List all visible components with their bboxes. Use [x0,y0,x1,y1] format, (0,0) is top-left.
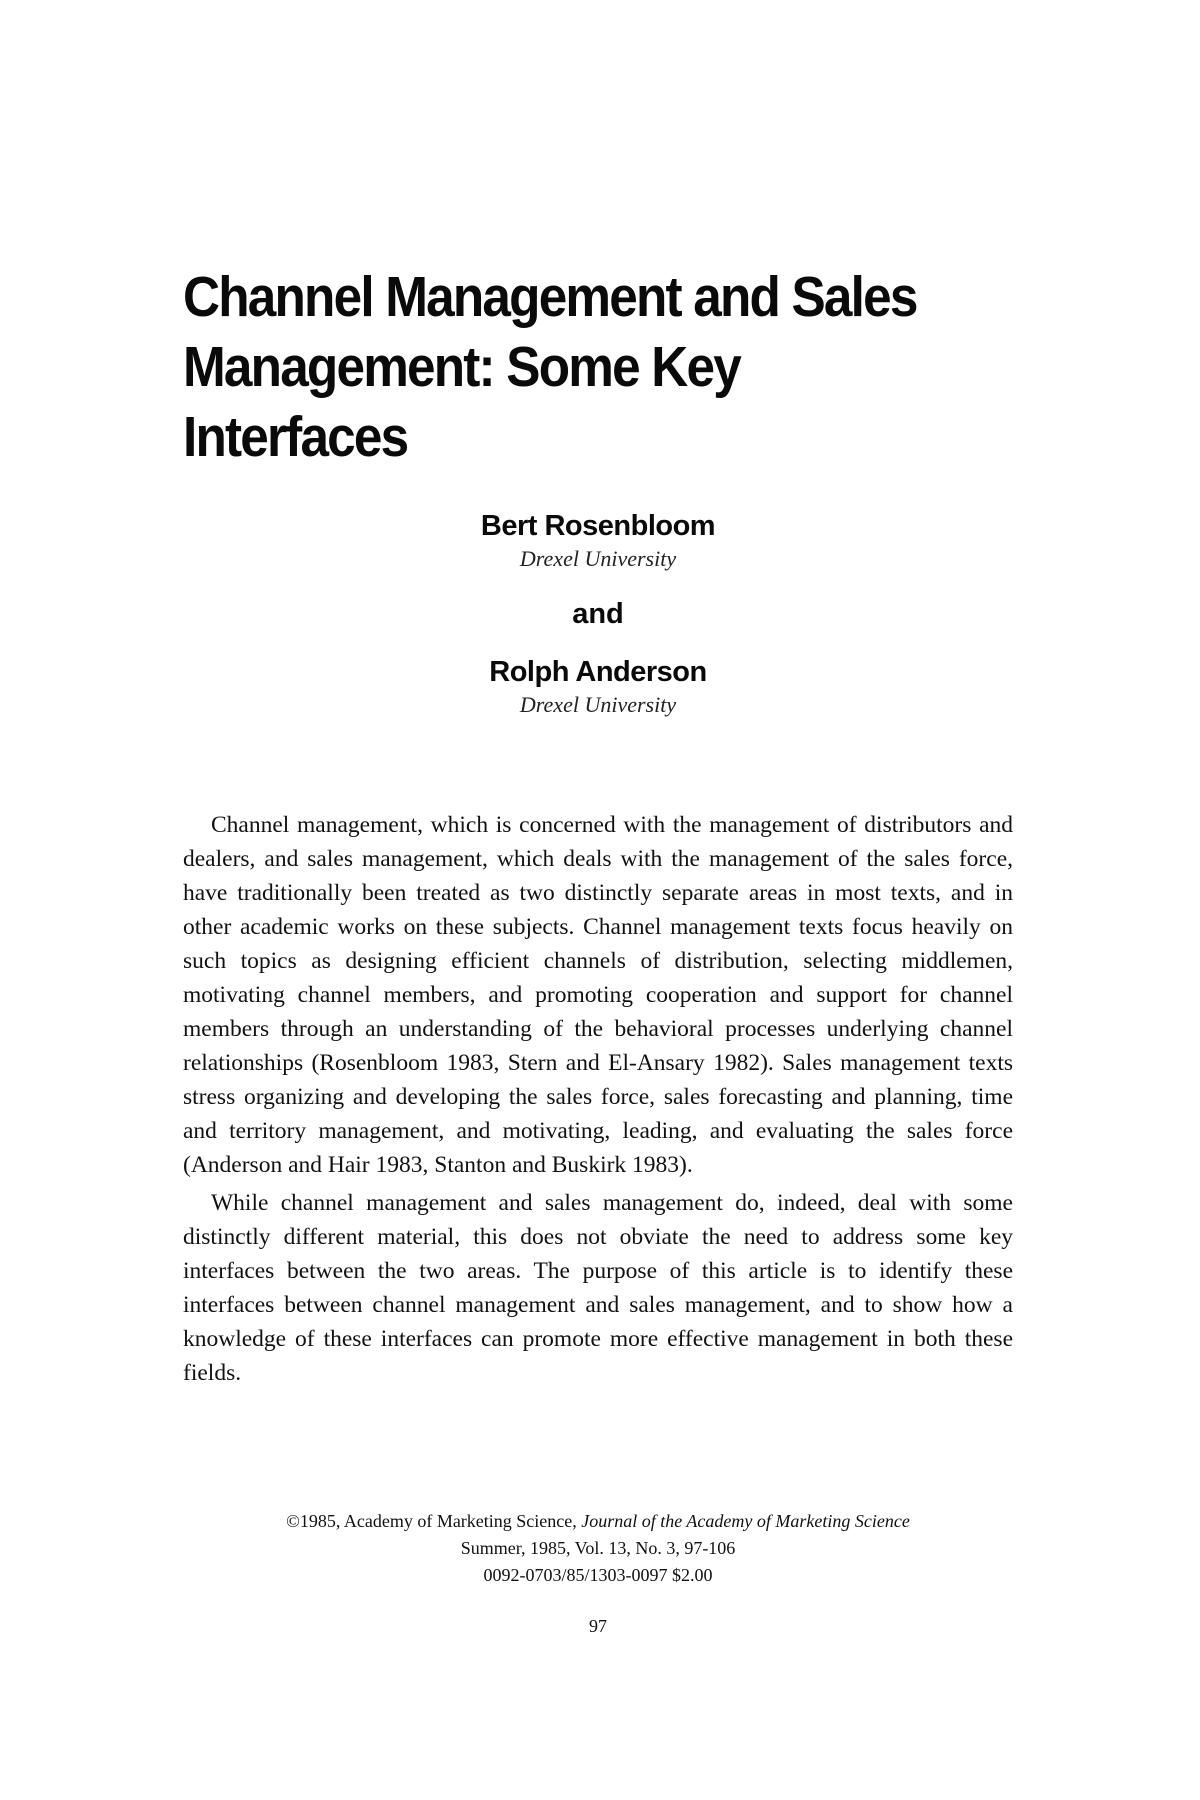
author-affiliation-2: Drexel University [519,692,677,717]
publication-footer [183,1508,1013,1589]
author-block [183,508,1013,742]
paragraph-1: Channel management, which is concerned with the management of distributors and dealers, and sales management, which deals with the management of the sales force, have traditionally been treated as two distinctly separate areas in most texts, and in other academic works on these subjects. Channel management texts focus heavily on such topics as designing efficient channels of distribution, selecting middlemen, motivating channel members, and promoting cooperation and support for channel members through an understanding of the behavioral processes underlying channel relationships (Rosenbloom 1983, Stern and El-Ansary 1982). Sales management texts stress organizing and developing the sales force, sales forecasting and planning, time and territory management, and motivating, leading, and evaluating the sales force (Anderson and Hair 1983, Stanton and Buskirk 1983). [183,812,1013,1178]
author-conjunction: and [572,598,624,630]
paragraph-2: While channel management and sales management do, indeed, deal with some distinctly different material, this does not obviate the need to address some key interfaces between the two areas. The purpose of this article is to identify these interfaces between channel management and sales management, and to show how a knowledge of these interfaces can promote more effective management in both these fields. [183,1190,1013,1386]
page-number: 97 [589,1616,607,1636]
issue-info: Summer, 1985, Vol. 13, No. 3, 97-106 [460,1538,736,1558]
article-code: 0092-0703/85/1303-0097 $2.00 [483,1565,713,1585]
journal-name: Journal of the Academy of Marketing Science [581,1511,910,1531]
author-affiliation-1: Drexel University [519,546,677,571]
copyright-line [183,1508,1013,1535]
copyright-text: ©1985, Academy of Marketing Science, [286,1511,582,1531]
author-name-2: Rolph Anderson [489,656,707,688]
article-title: Channel Management and Sales Management: Some Key Interfaces [183,265,917,469]
author-name-1: Bert Rosenbloom [480,510,716,542]
article-body [183,808,1013,1394]
